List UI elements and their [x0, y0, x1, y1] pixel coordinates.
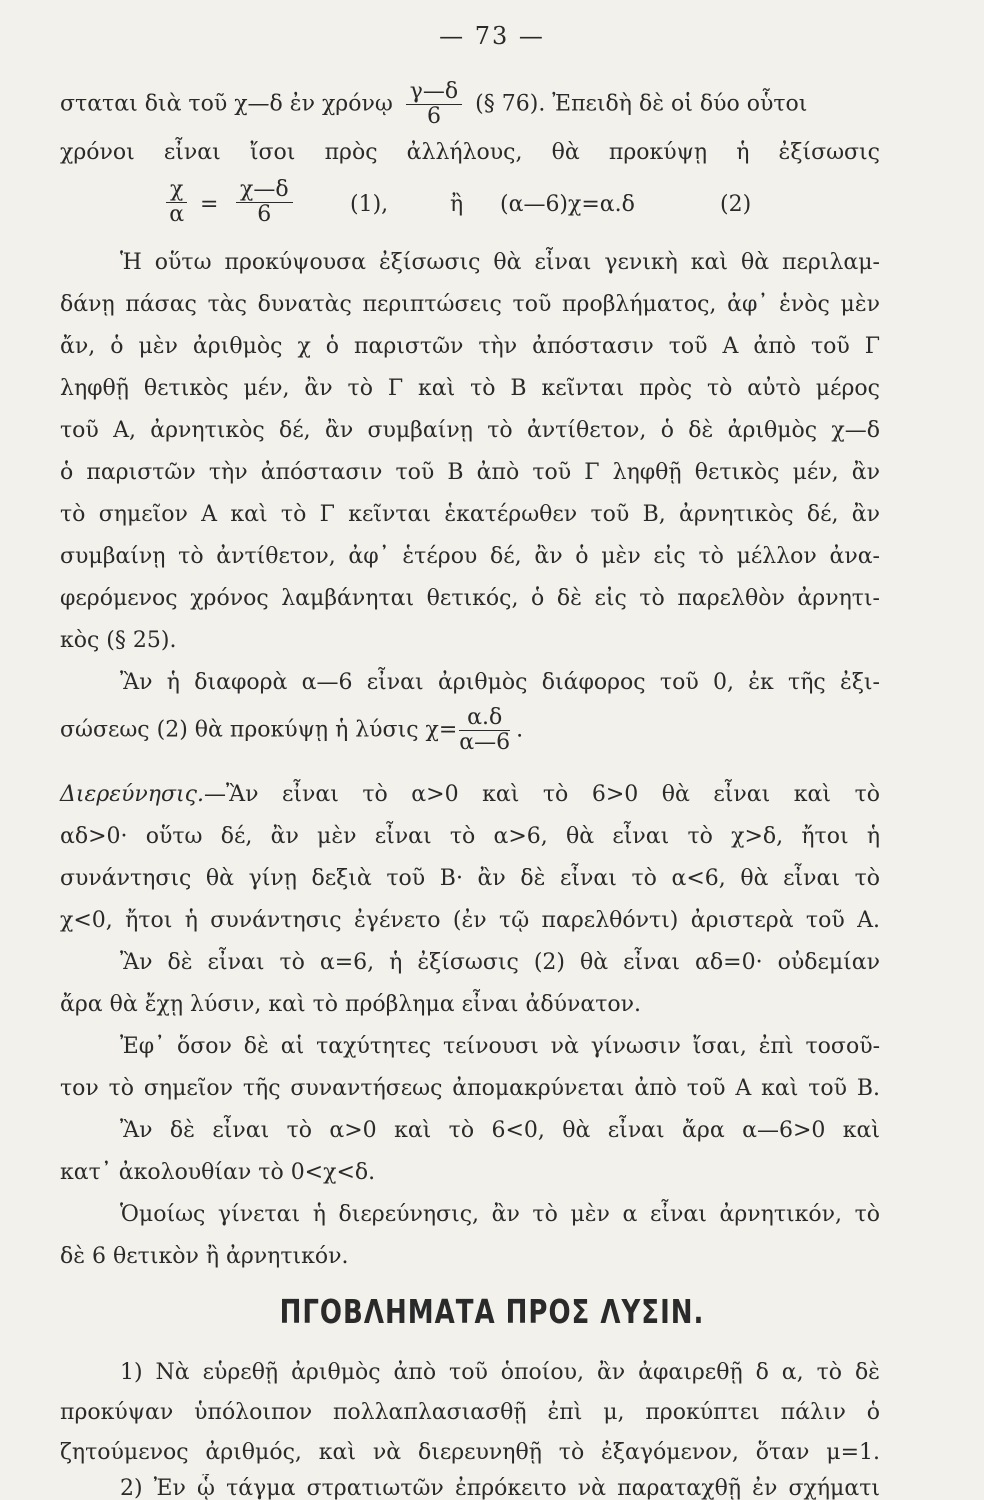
fraction	[166, 178, 187, 227]
fraction-denominator: α	[169, 202, 185, 227]
text-line: Ἂν δὲ εἶναι τὸ α>0 καὶ τὸ 6<0, θὰ εἶναι ἄρα α—6>0 καὶ	[120, 1118, 880, 1143]
line-text: σώσεως (2) θὰ προκύψῃ ἡ λύσις χ=	[60, 717, 458, 743]
fraction-denominator: 6	[257, 202, 272, 227]
text-line: τον τὸ σημεῖον τῆς συναντήσεως ἀπομακρύνεται ἀπὸ τοῦ Α καὶ τοῦ Β.	[60, 1076, 880, 1101]
line-text: .	[516, 717, 524, 743]
text-line: φερόμενος χρόνος λαμβάνηται θετικός, ὁ δὲ εἰς τὸ παρελθὸν ἀρνητι-	[60, 586, 880, 611]
text-line: κατ᾿ ἀκολουθίαν τὸ 0<χ<δ.	[60, 1160, 376, 1185]
text-line: ὁ παριστῶν τὴν ἀπόστασιν τοῦ Β ἀπὸ τοῦ Γ ληφθῇ θετικὸς μέν, ἂν	[60, 460, 880, 485]
text-line	[60, 780, 880, 810]
text-line: 1) Νὰ εὑρεθῇ ἀριθμὸς ἀπὸ τοῦ ὁποίου, ἂν ἀφαιρεθῇ δ α, τὸ δὲ	[120, 1360, 880, 1385]
text-line: ἄν, ὁ μὲν ἀριθμὸς χ ὁ παριστῶν τὴν ἀπόστασιν τοῦ Α ἀπὸ τοῦ Γ	[60, 334, 880, 359]
text-line: Ἐφ᾿ ὅσον δὲ αἱ ταχύτητες τείνουσι νὰ γίνωσιν ἴσαι, ἐπὶ τοσοῦ-	[120, 1034, 880, 1059]
line-text: (§ 76). Ἐπειδὴ δὲ οἱ δύο οὗτοι	[475, 91, 808, 117]
fraction-denominator: 6	[426, 104, 441, 129]
text-line: δάνῃ πάσας τὰς δυνατὰς περιπτώσεις τοῦ προβλήματος, ἀφ᾿ ἑνὸς μὲν	[60, 292, 880, 317]
fraction-numerator: γ—δ	[406, 80, 462, 105]
text-line: Ἂν δὲ εἶναι τὸ α=6, ἡ ἐξίσωσις (2) θὰ εἶναι αδ=0· οὐδεμίαν	[120, 950, 880, 975]
conjunction: ἢ	[450, 192, 464, 217]
text-line: ζητούμενος ἀριθμός, καὶ νὰ διερευνηθῇ τὸ ἐξαγόμενον, ὅταν μ=1.	[60, 1440, 880, 1465]
text-line: κὸς (§ 25).	[60, 628, 177, 653]
text-line: χρόνοι εἶναι ἴσοι πρὸς ἀλλήλους, θὰ προκύψῃ ἡ ἐξίσωσις	[60, 140, 880, 165]
equation-two: (α—6)χ=α.δ	[500, 192, 635, 217]
line-text: σταται διὰ τοῦ χ—δ ἐν χρόνῳ	[60, 91, 393, 117]
equals-sign: =	[200, 192, 219, 217]
fraction	[236, 178, 293, 227]
page-number: — 73 —	[439, 22, 545, 50]
section-title: Διερεύνησις.	[60, 782, 204, 807]
solution-line	[60, 706, 880, 755]
equation-label: (1),	[350, 192, 389, 217]
fraction-numerator: χ	[166, 178, 187, 203]
text-line: ληφθῇ θετικὸς μέν, ἂν τὸ Γ καὶ τὸ Β κεῖνται πρὸς τὸ αὐτὸ μέρος	[60, 376, 880, 401]
text-line: προκύψαν ὑπόλοιπον πολλαπλασιασθῇ ἐπὶ μ, προκύπτει πάλιν ὁ	[60, 1400, 880, 1425]
text-line: συνάντησις θὰ γίνῃ δεξιὰ τοῦ Β· ἂν δὲ εἶναι τὸ α<6, θὰ εἶναι τὸ	[60, 866, 880, 891]
text-line: συμβαίνῃ τὸ ἀντίθετον, ἀφ᾿ ἑτέρου δέ, ἂν ὁ μὲν εἰς τὸ μέλλον ἀνα-	[60, 544, 880, 569]
section-heading: ΠΓΟΒΛΗΜΑΤΑ ΠΡΟΣ ΛΥΣΙΝ.	[279, 1294, 705, 1332]
text-line: Ἡ οὕτω προκύψουσα ἐξίσωσις θὰ εἶναι γενικὴ καὶ θὰ περιλαμ-	[120, 250, 880, 275]
fraction	[406, 80, 462, 129]
text-line: χ<0, ἤτοι ἡ συνάντησις ἐγένετο (ἐν τῷ παρελθόντι) ἀριστερὰ τοῦ Α.	[60, 908, 880, 933]
text-line: ἄρα θὰ ἔχῃ λύσιν, καὶ τὸ πρόβλημα εἶναι ἀδύνατον.	[60, 992, 641, 1017]
equation	[150, 178, 790, 234]
text-line: τοῦ Α, ἀρνητικὸς δέ, ἂν συμβαίνῃ τὸ ἀντίθετον, ὁ δὲ ἀριθμὸς χ—δ	[60, 418, 880, 443]
fraction	[459, 706, 510, 755]
text-line: τὸ σημεῖον Α καὶ τὸ Γ κεῖνται ἑκατέρωθεν τοῦ Β, ἀρνητικὸς δέ, ἂν	[60, 502, 880, 527]
text-line: Ἂν ἡ διαφορὰ α—6 εἶναι ἀριθμὸς διάφορος τοῦ 0, ἐκ τῆς ἐξι-	[120, 670, 880, 695]
text-line: δὲ 6 θετικὸν ἢ ἀρνητικόν.	[60, 1244, 349, 1269]
equation-label: (2)	[720, 192, 752, 217]
text-line: Ὁμοίως γίνεται ἡ διερεύνησις, ἂν τὸ μὲν α εἶναι ἀρνητικόν, τὸ	[120, 1202, 880, 1227]
fraction-numerator: χ—δ	[236, 178, 293, 203]
fraction-numerator: α.δ	[459, 706, 510, 731]
line-text: —Ἂν εἶναι τὸ α>0 καὶ τὸ 6>0 θὰ εἶναι καὶ τὸ	[203, 782, 880, 807]
text-line: 2) Ἐν ᾧ τάγμα στρατιωτῶν ἐπρόκειτο νὰ παραταχθῇ ἐν σχήματι	[120, 1476, 880, 1500]
fraction-denominator: α—6	[459, 730, 511, 755]
text-line	[60, 80, 880, 129]
text-line: αδ>0· οὕτω δέ, ἂν μὲν εἶναι τὸ α>6, θὰ εἶναι τὸ χ>δ, ἤτοι ἡ	[60, 824, 880, 849]
